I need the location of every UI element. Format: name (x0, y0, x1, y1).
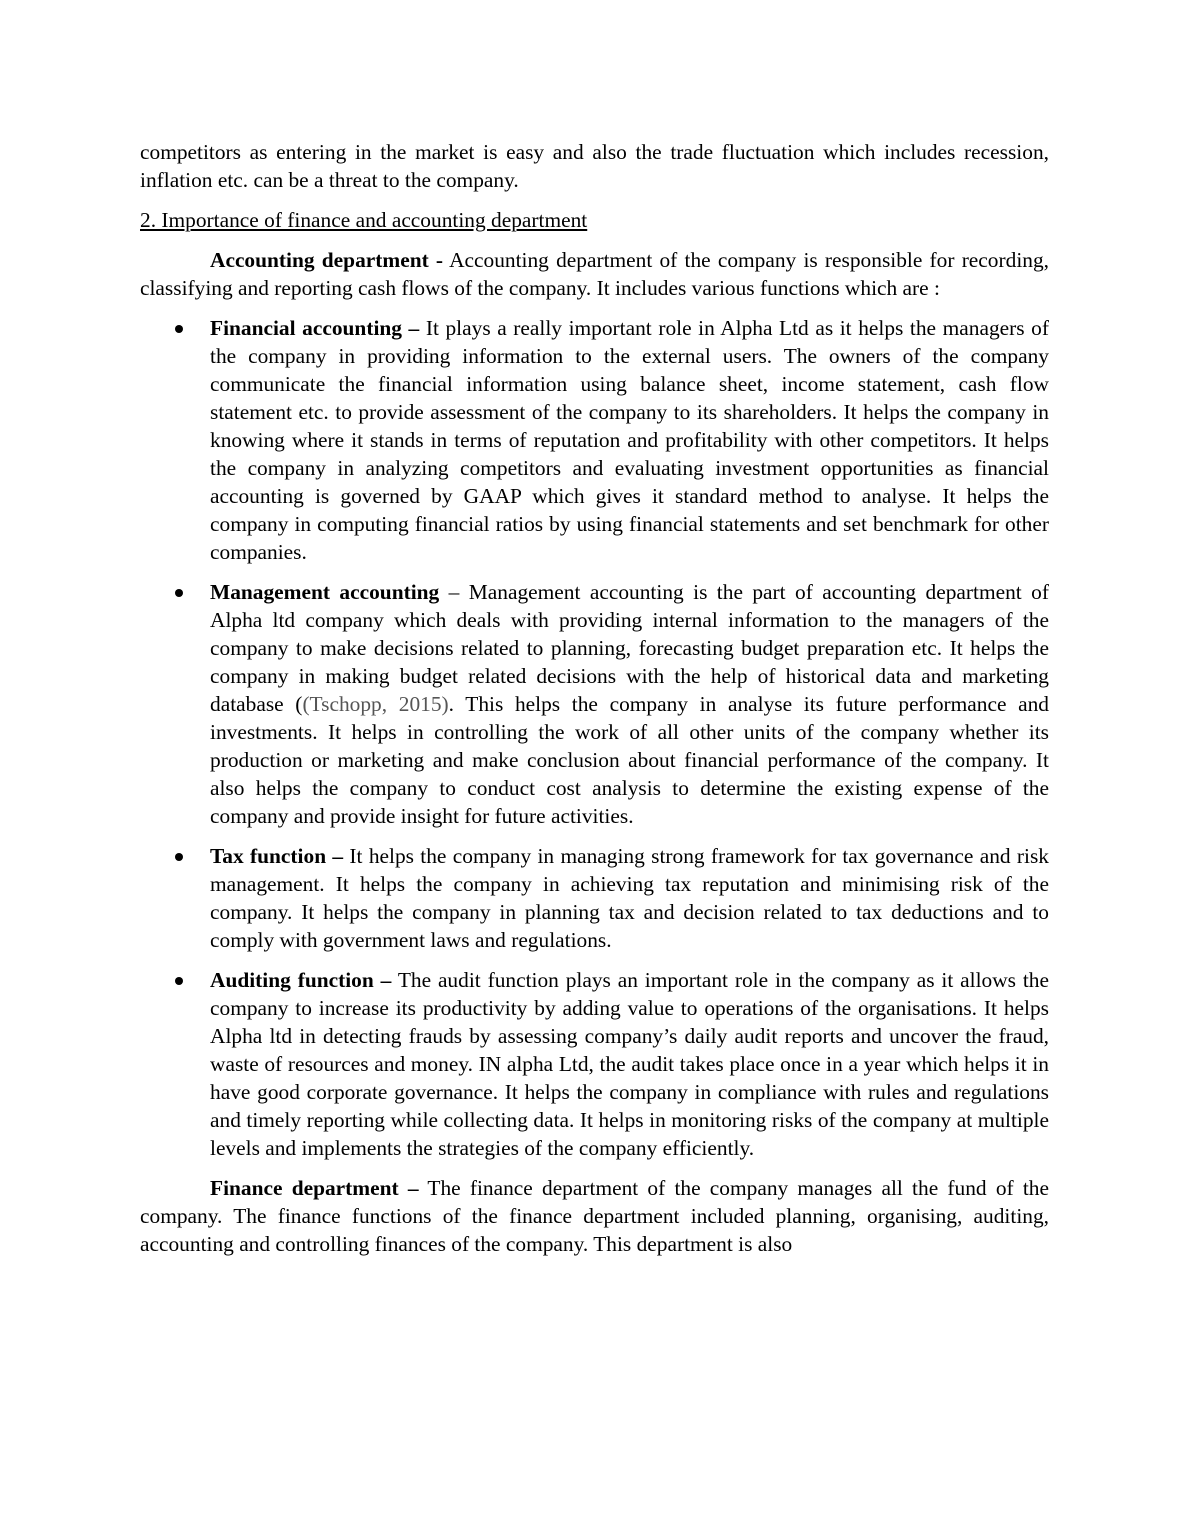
finance-paragraph (140, 1174, 1049, 1258)
list-item-label: Tax function – (210, 844, 344, 868)
intro-paragraph: competitors as entering in the market is easy and also the trade fluctuation which includes recession, inflation etc. can be a threat to the company. (140, 140, 1049, 192)
list-item-label: Auditing function – (210, 968, 392, 992)
bullet-icon (175, 325, 183, 333)
list-item-text: It helps the company in managing strong framework for tax governance and risk management. It helps the company in achieving tax reputation and minimising risk of the company. It helps the company in planning tax and decision related to tax deductions and to comply with government laws and regulations. (210, 844, 1049, 952)
finance-label: Finance department – (210, 1176, 419, 1200)
bullet-icon (175, 589, 183, 597)
accounting-text: Accounting department of the company is responsible for recording, classifying and reporting cash flows of the company. It includes various functions which are : (140, 248, 1049, 300)
list-item-text: – Management accounting is the part of accounting department of Alpha ltd company which deals with providing internal information to the managers of the company to make decisions related to planning, forecasting budget preparation etc. It helps the company in making budget related decisions with the help of historical data and marketing database ( (210, 580, 1049, 716)
list-item-text: It plays a really important role in Alpha Ltd as it helps the managers of the company in providing information to the external users. The owners of the company communicate the financial information using balance sheet, income statement, cash flow statement etc. to provide assessment of the company to its shareholders. It helps the company in knowing where it stands in terms of reputation and profitability with other competitors. It helps the company in analyzing competitors and evaluating investment opportunities as financial accounting is governed by GAAP which gives it standard method to analyse. It helps the company in computing financial ratios by using financial statements and set benchmark for other companies. (210, 316, 1049, 564)
document-page (140, 138, 1049, 1258)
list-item-tax-function (140, 842, 1049, 954)
section-heading: 2. Importance of finance and accounting department (140, 208, 588, 232)
list-item-text-continued: . This helps the company in analyse its future performance and investments. It helps in controlling the work of all other units of the company whether its production or marketing and make conclusion about financial performance of the company. It also helps the company to conduct cost analysis to determine the existing expense of the company and provide insight for future activities. (210, 692, 1049, 828)
list-item-auditing-function (140, 966, 1049, 1162)
bullet-icon (175, 977, 183, 985)
finance-text: The finance department of the company manages all the fund of the company. The finance functions of the finance department included planning, organising, auditing, accounting and controlling finances of the company. This department is also (140, 1176, 1049, 1256)
accounting-paragraph (140, 246, 1049, 302)
accounting-label: Accounting department - (210, 248, 444, 272)
list-item-text: The audit function plays an important role in the company as it allows the company to increase its productivity by adding value to operations of the organisations. It helps Alpha ltd in detecting frauds by assessing company’s daily audit reports and uncover the fraud, waste of resources and money. IN alpha Ltd, the audit takes place once in a year which helps it in have good corporate governance. It helps the company in compliance with rules and regulations and timely reporting while collecting data. It helps in monitoring risks of the company at multiple levels and implements the strategies of the company efficiently. (210, 968, 1049, 1160)
list-item-label: Management accounting (210, 580, 440, 604)
citation-link[interactable]: (Tschopp, 2015) (302, 692, 449, 716)
functions-list (140, 314, 1049, 1162)
list-item-management-accounting (140, 578, 1049, 830)
bullet-icon (175, 853, 183, 861)
list-item-label: Financial accounting – (210, 316, 420, 340)
list-item-financial-accounting (140, 314, 1049, 566)
